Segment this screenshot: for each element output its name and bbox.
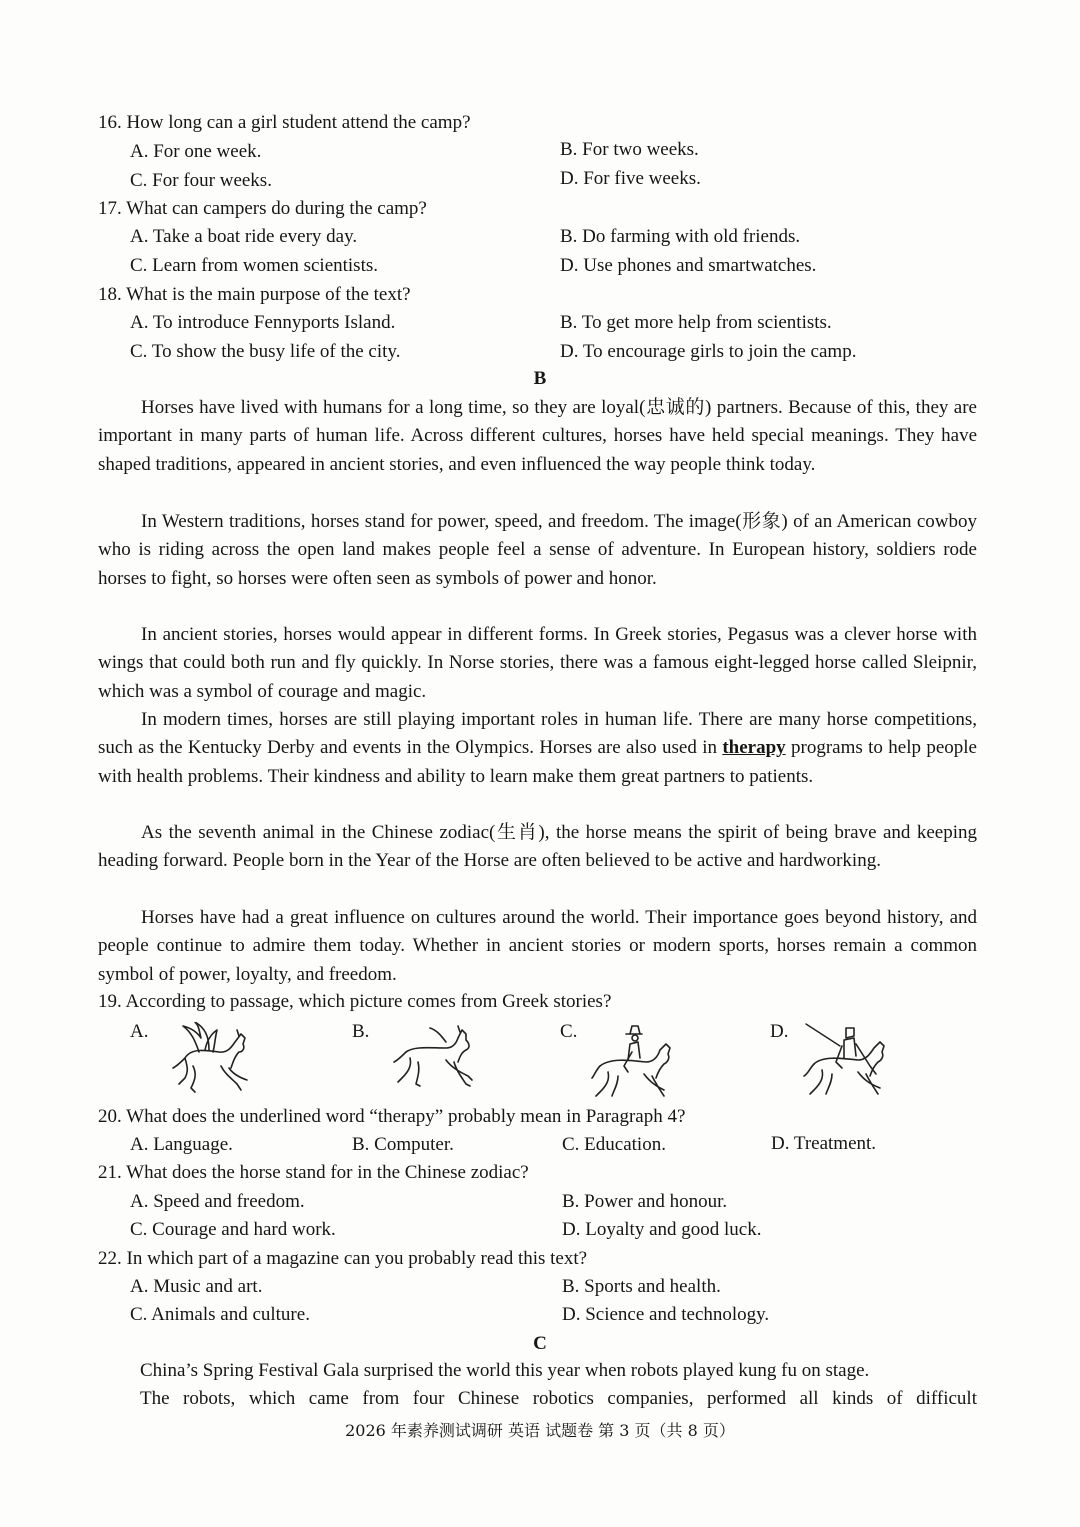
cowboy-rider-icon <box>588 1022 683 1102</box>
underlined-word-therapy: therapy <box>722 737 786 759</box>
q16-option-a: A. For one week. <box>130 141 262 162</box>
q18-option-a: A. To introduce Fennyports Island. <box>130 312 396 333</box>
q21-option-d: D. Loyalty and good luck. <box>562 1219 762 1240</box>
q22-option-d: D. Science and technology. <box>562 1304 770 1325</box>
q17-stem: 17. What can campers do during the camp? <box>98 198 427 219</box>
q21-option-b: B. Power and honour. <box>562 1191 728 1212</box>
page-footer: 2026 年素养测试调研 英语 试题卷 第 3 页（共 8 页） <box>345 1421 735 1440</box>
passage-b-paragraph-2: In Western traditions, horses stand for power, speed, and freedom. The image(形象) of an American cowboy who is riding across the open land makes people feel a sense of adventure. In European history, soldiers rode horses to fight, so horses were often seen as symbols of power and honor. <box>98 511 977 589</box>
q17-option-c: C. Learn from women scientists. <box>130 255 379 276</box>
q21-option-c: C. Courage and hard work. <box>130 1219 336 1240</box>
passage-b-paragraph-5: As the seventh animal in the Chinese zodiac(生肖), the horse means the spirit of being brave and keeping heading forward. People born in the Year of the Horse are often believed to be active and hardworking. <box>98 822 977 872</box>
q17-option-a: A. Take a boat ride every day. <box>130 226 358 247</box>
q20-option-a: A. Language. <box>130 1134 233 1155</box>
q19-option-d: D. <box>770 1021 789 1042</box>
section-b-heading: B <box>533 368 547 389</box>
pegasus-icon <box>165 1022 260 1100</box>
running-horse-icon <box>390 1022 485 1092</box>
q20-option-d: D. Treatment. <box>771 1133 877 1154</box>
q20-stem: 20. What does the underlined word “therapy” probably mean in Paragraph 4? <box>98 1106 686 1127</box>
q21-option-a: A. Speed and freedom. <box>130 1191 305 1212</box>
q19-stem: 19. According to passage, which picture comes from Greek stories? <box>98 991 612 1012</box>
q20-option-c: C. Education. <box>562 1134 666 1155</box>
q16-option-d: D. For five weeks. <box>560 168 701 189</box>
q18-option-d: D. To encourage girls to join the camp. <box>560 341 857 362</box>
paragraph-4-text-before: In modern times, horses are still playing important roles in human life. There are many horse competitions, such as the Kentucky Derby and events in the Olympics. Horses are also used in <box>98 709 977 759</box>
q22-option-a: A. Music and art. <box>130 1276 263 1297</box>
passage-b-paragraph-3: In ancient stories, horses would appear in different forms. In Greek stories, Pegasus was a clever horse with wings that could both run and fly quickly. In Norse stories, there was a famous eight-legged horse called Sleipnir, which was a symbol of courage and magic. <box>98 624 977 702</box>
q21-stem: 21. What does the horse stand for in the Chinese zodiac? <box>98 1162 529 1183</box>
passage-b-paragraph-6: Horses have had a great influence on cultures around the world. Their importance goes beyond history, and people continue to admire them today. Whether in ancient stories or modern sports, horses remain a common symbol of power, loyalty, and freedom. <box>98 907 977 985</box>
q19-option-a: A. <box>130 1021 149 1042</box>
q16-option-b: B. For two weeks. <box>560 139 699 160</box>
knight-rider-icon <box>800 1022 900 1102</box>
passage-c-line-1: China’s Spring Festival Gala surprised the world this year when robots played kung fu on stage. <box>140 1360 870 1381</box>
passage-b-paragraph-4 <box>98 706 977 791</box>
q18-stem: 18. What is the main purpose of the text? <box>98 284 411 305</box>
q18-option-c: C. To show the busy life of the city. <box>130 341 401 362</box>
passage-c-line-2: The robots, which came from four Chinese robotics companies, performed all kinds of difficult <box>140 1388 977 1409</box>
q22-option-b: B. Sports and health. <box>562 1276 721 1297</box>
q16-stem: 16. How long can a girl student attend the camp? <box>98 112 471 133</box>
q17-option-d: D. Use phones and smartwatches. <box>560 255 817 276</box>
passage-b-paragraph-1: Horses have lived with humans for a long time, so they are loyal(忠诚的) partners. Because of this, they are important in many parts of human life. Across different cultures, horses have held special meanings. They have shaped traditions, appeared in ancient stories, and even influenced the way people think today. <box>98 397 977 475</box>
q19-option-c: C. <box>560 1021 578 1042</box>
q22-option-c: C. Animals and culture. <box>130 1304 310 1325</box>
paragraph-4-text-after: programs to help people with health problems. Their kindness and ability to learn make them great partners to patients. <box>98 737 977 787</box>
q16-option-c: C. For four weeks. <box>130 170 272 191</box>
q20-option-b: B. Computer. <box>352 1134 454 1155</box>
q17-option-b: B. Do farming with old friends. <box>560 226 801 247</box>
q19-option-b: B. <box>352 1021 370 1042</box>
section-c-heading: C <box>533 1333 547 1354</box>
q18-option-b: B. To get more help from scientists. <box>560 312 832 333</box>
q22-stem: 22. In which part of a magazine can you probably read this text? <box>98 1248 588 1269</box>
